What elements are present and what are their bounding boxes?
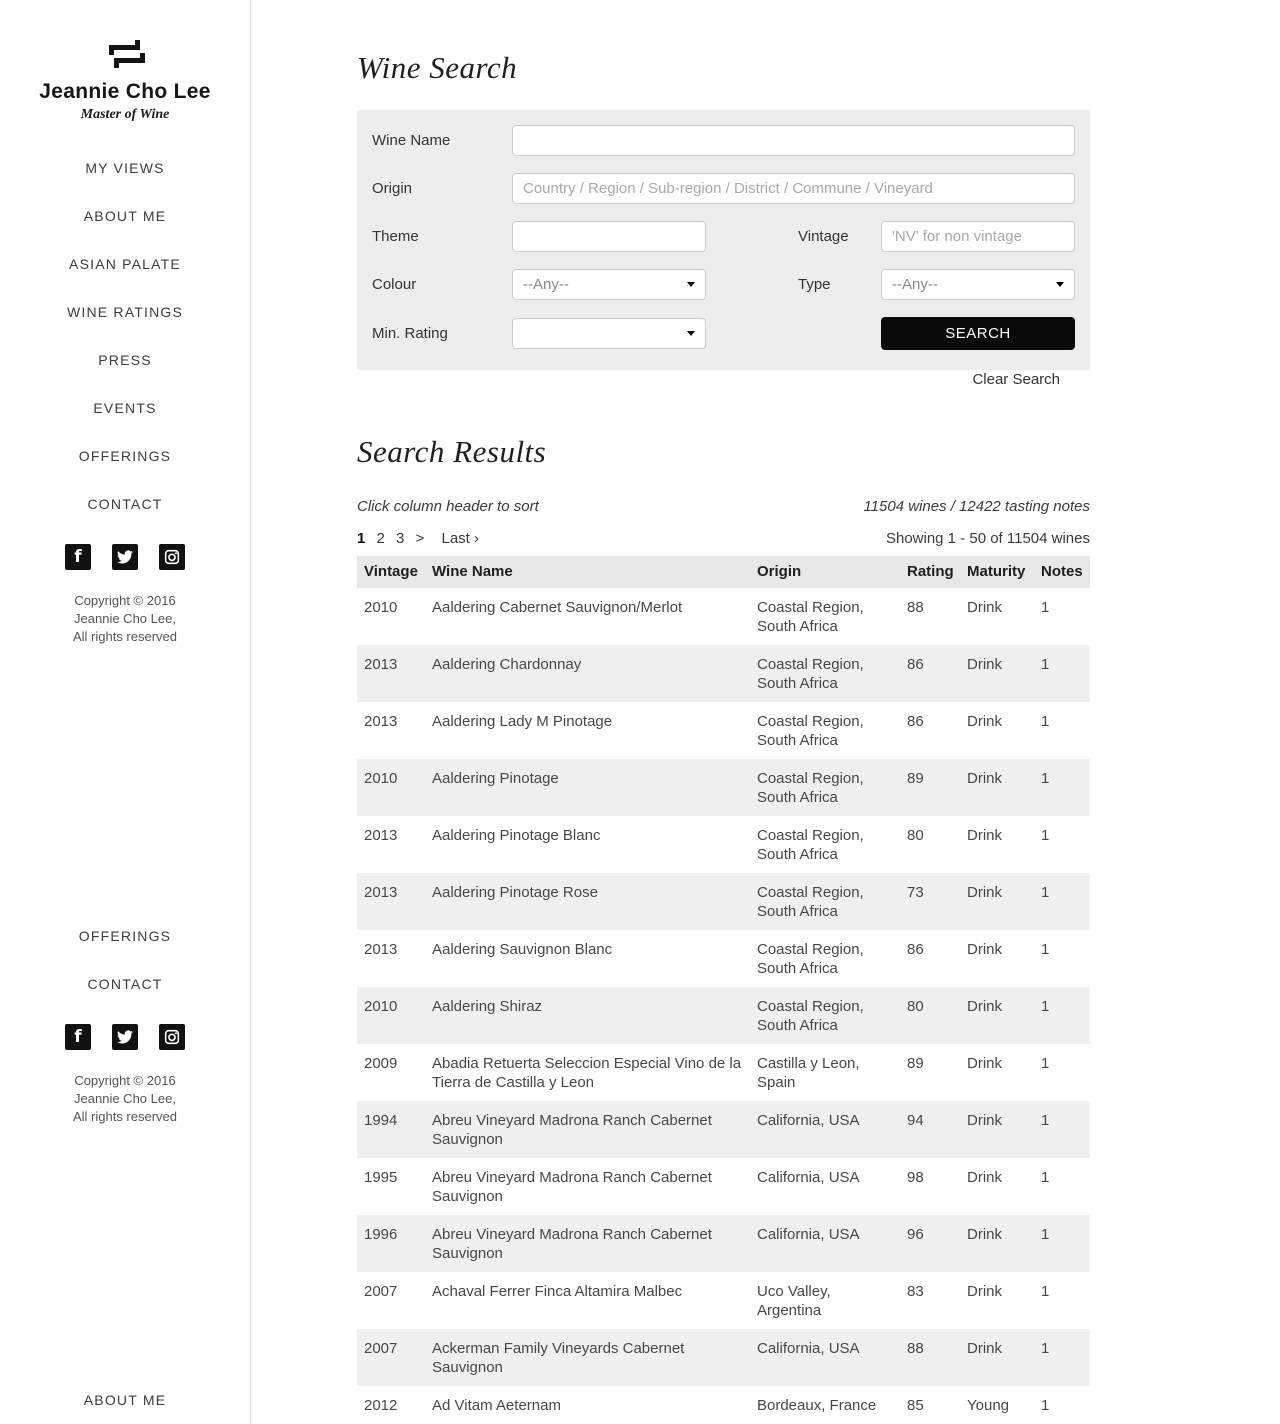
nav-link[interactable]: CONTACT <box>87 496 163 512</box>
facebook-icon[interactable]: f <box>65 1024 91 1050</box>
cell-origin: Coastal Region, South Africa <box>757 941 864 977</box>
cell-origin: Uco Valley, Argentina <box>757 1283 831 1319</box>
nav-item <box>0 256 250 274</box>
nav-link[interactable]: ASIAN PALATE <box>69 256 181 272</box>
wine-search-form <box>357 110 1090 370</box>
instagram-icon[interactable] <box>159 1024 185 1050</box>
cell-notes: 1 <box>1041 1169 1050 1186</box>
table-row <box>357 1044 1090 1101</box>
cell-notes: 1 <box>1041 1283 1050 1300</box>
copyright <box>0 592 250 646</box>
nav-item <box>0 976 250 994</box>
copyright-2 <box>0 1072 250 1126</box>
cell-maturity: Drink <box>967 1283 1003 1300</box>
cell-wine-name: Achaval Ferrer Finca Altamira Malbec <box>432 1283 683 1300</box>
social-links-2 <box>0 1024 250 1050</box>
cell-notes: 1 <box>1041 1397 1050 1414</box>
page-1[interactable]: 1 <box>357 530 366 547</box>
cell-notes: 1 <box>1041 770 1050 787</box>
copyright-line: Jeannie Cho Lee, <box>74 611 176 626</box>
page-3[interactable]: 3 <box>396 530 405 547</box>
sidebar <box>0 0 251 1424</box>
facebook-icon[interactable]: f <box>65 544 91 570</box>
cell-wine-name: Aaldering Pinotage Rose <box>432 884 598 901</box>
cell-vintage: 2009 <box>364 1055 398 1072</box>
cell-vintage: 2007 <box>364 1283 398 1300</box>
col-maturity[interactable]: Maturity <box>967 556 1041 588</box>
cell-rating: 80 <box>907 827 924 844</box>
cell-vintage: 2007 <box>364 1340 398 1357</box>
cell-maturity: Drink <box>967 998 1003 1015</box>
social-links <box>0 544 250 570</box>
nav-link[interactable]: EVENTS <box>93 400 157 416</box>
cell-rating: 83 <box>907 1283 924 1300</box>
instagram-icon[interactable] <box>159 544 185 570</box>
cell-origin: Coastal Region, South Africa <box>757 599 864 635</box>
cell-rating: 89 <box>907 770 924 787</box>
cell-wine-name: Aaldering Sauvignon Blanc <box>432 941 613 958</box>
wine-name-input[interactable] <box>512 125 1075 156</box>
cell-maturity: Drink <box>967 1169 1003 1186</box>
nav-item <box>0 352 250 370</box>
nav-item <box>0 304 250 322</box>
cell-rating: 86 <box>907 941 924 958</box>
pagination <box>357 530 486 547</box>
primary-nav <box>0 160 250 514</box>
type-select[interactable]: --Any-- <box>881 269 1075 300</box>
table-row <box>357 987 1090 1044</box>
nav-link[interactable]: ABOUT ME <box>83 208 167 224</box>
cell-wine-name: Abadia Retuerta Seleccion Especial Vino de la Tierra de Castilla y Leon <box>432 1055 742 1091</box>
col-wine-name[interactable]: Wine Name <box>432 556 757 588</box>
cell-rating: 88 <box>907 1340 924 1357</box>
cell-origin: Coastal Region, South Africa <box>757 770 864 806</box>
nav-link[interactable]: OFFERINGS <box>78 928 172 944</box>
col-rating[interactable]: Rating <box>907 556 967 588</box>
page-next[interactable]: > <box>415 530 425 547</box>
copyright-line: Jeannie Cho Lee, <box>74 1091 176 1106</box>
showing-count: Showing 1 - 50 of 11504 wines <box>885 530 1090 547</box>
cell-origin: California, USA <box>757 1226 860 1243</box>
cell-vintage: 1994 <box>364 1112 398 1129</box>
cell-maturity: Young <box>967 1397 1009 1414</box>
cell-vintage: 2013 <box>364 656 398 673</box>
cell-rating: 80 <box>907 998 924 1015</box>
cell-notes: 1 <box>1041 599 1050 616</box>
nav-link[interactable]: WINE RATINGS <box>66 304 184 320</box>
cell-notes: 1 <box>1041 941 1050 958</box>
cell-wine-name: Aaldering Chardonnay <box>432 656 582 673</box>
table-row <box>357 816 1090 873</box>
vintage-input[interactable] <box>881 221 1075 252</box>
cell-origin: Coastal Region, South Africa <box>757 998 864 1034</box>
cell-origin: Castilla y Leon, Spain <box>757 1055 860 1091</box>
nav-item <box>0 496 250 514</box>
page-2[interactable]: 2 <box>376 530 385 547</box>
table-row <box>357 1101 1090 1158</box>
copyright-line: All rights reserved <box>72 1109 178 1124</box>
cell-vintage: 2013 <box>364 827 398 844</box>
nav-link[interactable]: PRESS <box>98 352 152 368</box>
cell-vintage: 2010 <box>364 998 398 1015</box>
twitter-icon[interactable] <box>112 1024 138 1050</box>
table-row <box>357 645 1090 702</box>
cell-vintage: 2013 <box>364 941 398 958</box>
cell-maturity: Drink <box>967 827 1003 844</box>
cell-origin: California, USA <box>757 1340 860 1357</box>
bottom-nav <box>0 1392 250 1410</box>
cell-rating: 89 <box>907 1055 924 1072</box>
copyright-line: All rights reserved <box>72 629 178 644</box>
cell-vintage: 2012 <box>364 1397 398 1414</box>
brand-tagline: Master of Wine <box>80 107 170 122</box>
cell-origin: Bordeaux, France <box>757 1397 877 1414</box>
cell-notes: 1 <box>1041 1112 1050 1129</box>
chevron-down-icon <box>1056 282 1064 287</box>
nav-item <box>0 928 250 946</box>
theme-label: Theme <box>372 228 419 245</box>
cell-maturity: Drink <box>967 1226 1003 1243</box>
nav-item <box>0 208 250 226</box>
results-table <box>357 556 1090 1424</box>
nav-item <box>0 448 250 466</box>
nav-item <box>0 400 250 418</box>
col-notes[interactable]: Notes <box>1041 556 1090 588</box>
jcl-monogram-icon <box>0 36 250 73</box>
colour-label: Colour <box>372 276 417 293</box>
cell-wine-name: Aaldering Pinotage <box>432 770 559 787</box>
cell-maturity: Drink <box>967 1055 1003 1072</box>
min-rating-select[interactable] <box>512 318 706 349</box>
cell-origin: California, USA <box>757 1112 860 1129</box>
table-row <box>357 1215 1090 1272</box>
cell-maturity: Drink <box>967 941 1003 958</box>
chevron-down-icon <box>687 282 695 287</box>
cell-origin: Coastal Region, South Africa <box>757 713 864 749</box>
cell-vintage: 2013 <box>364 884 398 901</box>
cell-wine-name: Abreu Vineyard Madrona Ranch Cabernet Sauvignon <box>432 1112 712 1148</box>
cell-wine-name: Aaldering Lady M Pinotage <box>432 713 613 730</box>
cell-maturity: Drink <box>967 770 1003 787</box>
copyright-line: Copyright © 2016 <box>74 1073 176 1088</box>
sort-hint: Click column header to sort <box>357 498 539 515</box>
nav-link-about-me[interactable]: ABOUT ME <box>83 1392 167 1408</box>
clear-search-link[interactable]: Clear Search <box>972 371 1060 388</box>
table-header-row <box>357 556 1090 588</box>
table-row <box>357 702 1090 759</box>
table-row <box>357 759 1090 816</box>
type-label: Type <box>798 276 831 293</box>
cell-rating: 96 <box>907 1226 924 1243</box>
secondary-nav <box>0 928 250 994</box>
page-title: Wine Search <box>357 50 518 85</box>
table-row <box>357 1272 1090 1329</box>
table-row <box>357 873 1090 930</box>
cell-notes: 1 <box>1041 998 1050 1015</box>
cell-maturity: Drink <box>967 656 1003 673</box>
cell-notes: 1 <box>1041 827 1050 844</box>
cell-vintage: 1995 <box>364 1169 398 1186</box>
cell-vintage: 2010 <box>364 770 398 787</box>
min-rating-label: Min. Rating <box>372 325 448 342</box>
cell-maturity: Drink <box>967 713 1003 730</box>
search-button[interactable]: SEARCH <box>881 317 1075 350</box>
cell-maturity: Drink <box>967 1112 1003 1129</box>
cell-maturity: Drink <box>967 1340 1003 1357</box>
cell-origin: Coastal Region, South Africa <box>757 656 864 692</box>
cell-wine-name: Ad Vitam Aeternam <box>432 1397 561 1414</box>
col-vintage[interactable]: Vintage <box>357 556 432 588</box>
cell-notes: 1 <box>1041 1340 1050 1357</box>
origin-label: Origin <box>372 180 413 197</box>
cell-wine-name: Abreu Vineyard Madrona Ranch Cabernet Sauvignon <box>432 1226 712 1262</box>
cell-notes: 1 <box>1041 656 1050 673</box>
wine-name-label: Wine Name <box>372 132 451 149</box>
cell-notes: 1 <box>1041 884 1050 901</box>
results-summary: 11504 wines / 12422 tasting notes <box>863 498 1090 515</box>
cell-rating: 88 <box>907 599 924 616</box>
colour-select[interactable]: --Any-- <box>512 269 706 300</box>
nav-link[interactable]: OFFERINGS <box>78 448 172 464</box>
origin-input[interactable] <box>512 173 1075 204</box>
cell-notes: 1 <box>1041 1226 1050 1243</box>
col-origin[interactable]: Origin <box>757 556 907 588</box>
cell-vintage: 1996 <box>364 1226 398 1243</box>
cell-origin: Coastal Region, South Africa <box>757 827 864 863</box>
chevron-down-icon <box>687 331 695 336</box>
cell-wine-name: Ackerman Family Vineyards Cabernet Sauvignon <box>432 1340 685 1376</box>
table-row <box>357 1329 1090 1386</box>
cell-wine-name: Aaldering Shiraz <box>432 998 543 1015</box>
copyright-line: Copyright © 2016 <box>74 593 176 608</box>
cell-rating: 94 <box>907 1112 924 1129</box>
cell-vintage: 2010 <box>364 599 398 616</box>
nav-item <box>0 160 250 178</box>
cell-rating: 86 <box>907 713 924 730</box>
cell-origin: Coastal Region, South Africa <box>757 884 864 920</box>
cell-notes: 1 <box>1041 1055 1050 1072</box>
nav-link[interactable]: MY VIEWS <box>85 160 165 176</box>
table-row <box>357 1386 1090 1424</box>
cell-rating: 86 <box>907 656 924 673</box>
cell-wine-name: Aaldering Cabernet Sauvignon/Merlot <box>432 599 683 616</box>
nav-link[interactable]: CONTACT <box>87 976 163 992</box>
cell-wine-name: Aaldering Pinotage Blanc <box>432 827 601 844</box>
brand-name: Jeannie Cho Lee <box>39 80 211 103</box>
table-row <box>357 588 1090 645</box>
main-content <box>251 0 1091 1424</box>
vintage-label: Vintage <box>798 228 849 245</box>
twitter-icon[interactable] <box>112 544 138 570</box>
table-row <box>357 930 1090 987</box>
cell-maturity: Drink <box>967 884 1003 901</box>
page-last[interactable]: Last › <box>441 530 479 547</box>
theme-input[interactable] <box>512 221 706 252</box>
cell-notes: 1 <box>1041 713 1050 730</box>
table-row <box>357 1158 1090 1215</box>
cell-rating: 85 <box>907 1397 924 1414</box>
cell-rating: 98 <box>907 1169 924 1186</box>
cell-vintage: 2013 <box>364 713 398 730</box>
cell-rating: 73 <box>907 884 924 901</box>
cell-wine-name: Abreu Vineyard Madrona Ranch Cabernet Sauvignon <box>432 1169 712 1205</box>
results-title: Search Results <box>357 434 547 469</box>
cell-origin: California, USA <box>757 1169 860 1186</box>
cell-maturity: Drink <box>967 599 1003 616</box>
